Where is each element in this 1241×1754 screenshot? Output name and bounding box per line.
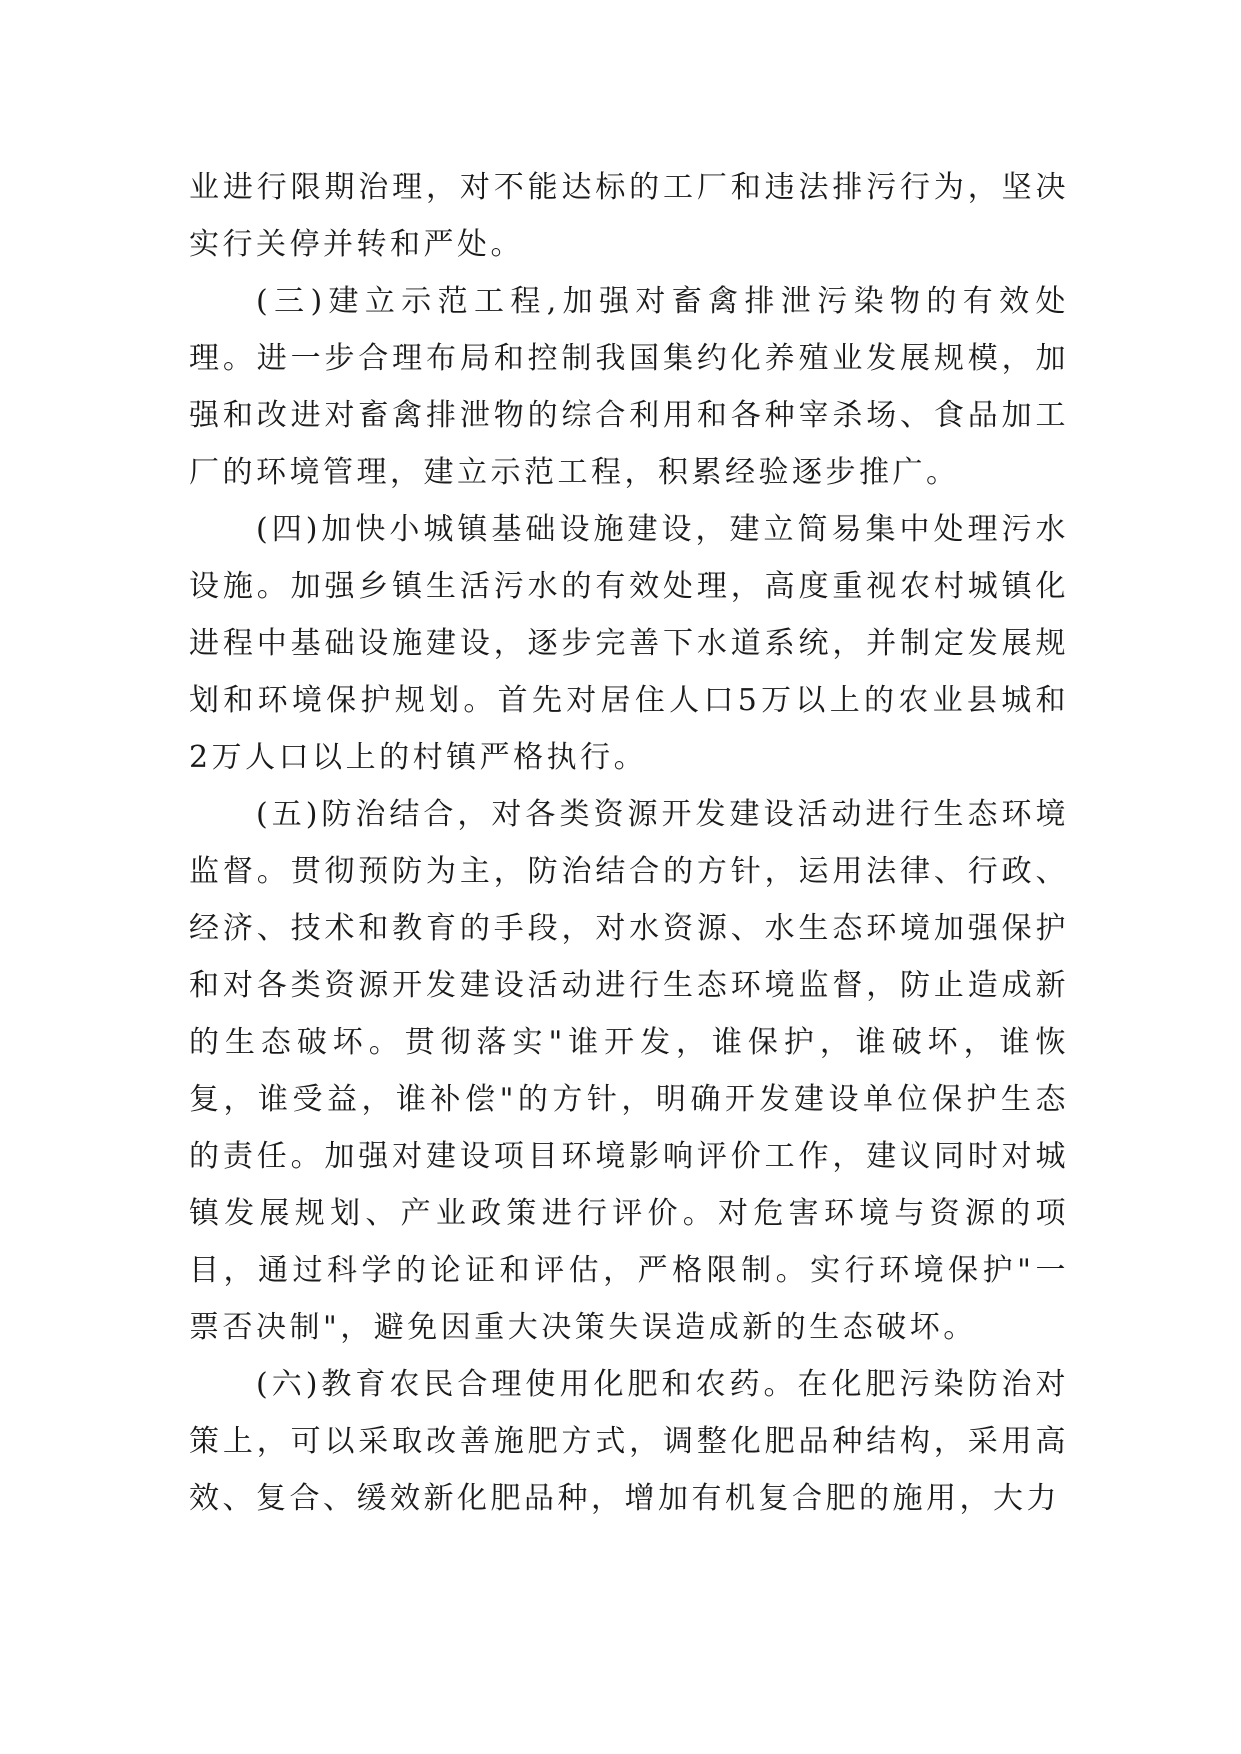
paragraph-5: (六)教育农民合理使用化肥和农药。在化肥污染防治对策上，可以采取改善施肥方式，调整化肥品种结构，采用高效、复合、缓效新化肥品种，增加有机复合肥的施用，大力 xyxy=(189,1367,1069,1516)
paragraph-4: (五)防治结合，对各类资源开发建设活动进行生态环境监督。贯彻预防为主，防治结合的方针，运用法律、行政、经济、技术和教育的手段，对水资源、水生态环境加强保护和对各类资源开发建设活动进行生态环境监督，防止造成新的生态破坏。贯彻落实"谁开发，谁保护，谁破坏，谁恢复，谁受益，谁补偿"的方针，明确开发建设单位保护生态的责任。加强对建设项目环境影响评价工作，建议同时对城镇发展规划、产业政策进行评价。对危害环境与资源的项目，通过科学的论证和评估，严格限制。实行环境保护"一票否决制"，避免因重大决策失误造成新的生态破坏。 xyxy=(189,797,1069,1345)
paragraph-1: 业进行限期治理，对不能达标的工厂和违法排污行为，坚决实行关停并转和严处。 xyxy=(189,170,1069,262)
paragraph-3: (四)加快小城镇基础设施建设，建立简易集中处理污水设施。加强乡镇生活污水的有效处理，高度重视农村城镇化进程中基础设施建设，逐步完善下水道系统，并制定发展规划和环境保护规划。首先对居住人口5万以上的农业县城和2万人口以上的村镇严格执行。 xyxy=(189,512,1069,775)
paragraph-2: (三)建立示范工程,加强对畜禽排泄污染物的有效处理。进一步合理布局和控制我国集约化养殖业发展规模，加强和改进对畜禽排泄物的综合利用和各种宰杀场、食品加工厂的环境管理，建立示范工程，积累经验逐步推广。 xyxy=(189,284,1069,490)
document-body xyxy=(189,159,1069,1527)
